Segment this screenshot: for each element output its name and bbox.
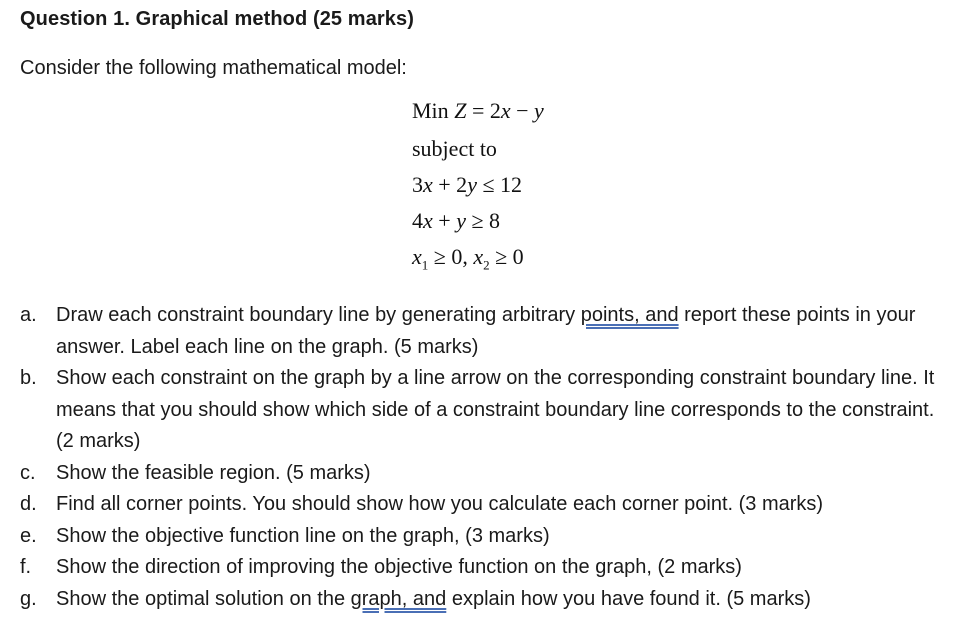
part-d-text: Find all corner points. You should show how you calculate each corner point. (3 marks) xyxy=(56,493,824,515)
objective-x: x xyxy=(500,98,511,123)
constraint-2-plus: + xyxy=(432,208,457,233)
objective-z: Z xyxy=(454,98,467,123)
part-b xyxy=(20,363,950,458)
question-parts xyxy=(20,300,950,615)
nonneg-x2: x xyxy=(473,244,484,269)
constraint-1 xyxy=(412,172,522,198)
part-c-text: Show the feasible region. (5 marks) xyxy=(56,461,371,484)
part-e xyxy=(20,521,950,553)
part-g-text-post: explain how you have found it. (5 marks) xyxy=(446,587,811,610)
constraint-2-y: y xyxy=(456,208,466,233)
nonneg-sub1: 1 xyxy=(421,257,429,273)
part-g xyxy=(20,584,950,616)
constraint-2 xyxy=(412,208,500,234)
objective-minus: − xyxy=(510,98,535,123)
part-a-text-pre: Draw each constraint boundary line by generating arbitrary xyxy=(56,304,581,326)
constraint-2-coef: 4 xyxy=(412,208,423,233)
part-a-marker: a. xyxy=(20,304,37,326)
part-f-marker: f. xyxy=(20,556,32,578)
constraint-1-plus: + 2 xyxy=(432,172,468,197)
objective-y: y xyxy=(534,98,544,123)
part-b-marker: b. xyxy=(20,367,37,389)
subject-to: subject to xyxy=(412,136,497,161)
part-f-text: Show the direction of improving the objective function on the graph, (2 marks) xyxy=(56,556,742,578)
constraint-1-x: x xyxy=(423,172,433,197)
constraint-2-rhs: ≥ 8 xyxy=(465,208,501,233)
part-a-underlined: points, and xyxy=(580,304,679,326)
part-a-text-post: report these points in your answer. Label each line on the graph. (5 marks) xyxy=(56,304,916,358)
nonneg-ge1: ≥ 0, xyxy=(428,244,474,269)
part-d-marker: d. xyxy=(20,493,37,515)
constraint-1-rhs: ≤ 12 xyxy=(476,172,523,197)
objective-function xyxy=(412,98,544,124)
part-b-text: Show each constraint on the graph by a line arrow on the corresponding constraint boundary line. It means that you should show which side of a constraint boundary line corresponds to the constraint. (2 marks) xyxy=(56,367,935,452)
part-e-text: Show the objective function line on the graph, (3 marks) xyxy=(56,524,550,547)
nonnegativity xyxy=(412,244,524,273)
intro-text: Consider the following mathematical model: xyxy=(20,57,407,79)
part-c-marker: c. xyxy=(20,461,36,484)
part-a xyxy=(20,300,950,363)
part-g-text-pre: Show the optimal solution on the xyxy=(56,587,351,610)
nonneg-sub2: 2 xyxy=(483,257,490,273)
constraint-2-x: x xyxy=(423,208,433,233)
nonneg-x1: x xyxy=(412,244,422,269)
part-d xyxy=(20,489,950,521)
constraint-1-y: y xyxy=(467,172,477,197)
question-heading: Question 1. Graphical method (25 marks) xyxy=(20,8,415,30)
objective-coef: = 2 xyxy=(466,98,501,123)
constraint-1-coef: 3 xyxy=(412,172,423,197)
part-e-marker: e. xyxy=(20,524,37,547)
objective-min: Min xyxy=(412,98,449,123)
nonneg-ge2: ≥ 0 xyxy=(489,244,524,269)
part-g-underlined: graph, and xyxy=(350,587,447,610)
part-g-marker: g. xyxy=(20,587,37,610)
part-c xyxy=(20,458,950,490)
part-f xyxy=(20,552,950,584)
